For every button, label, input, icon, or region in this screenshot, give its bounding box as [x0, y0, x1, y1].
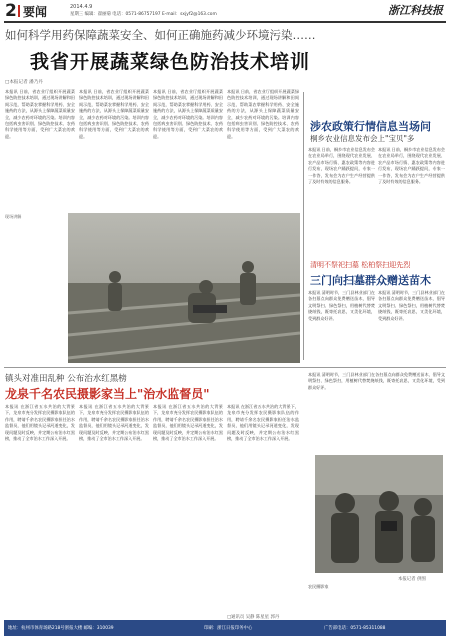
main-body-col1: 本报讯 日前，省农业厅组织开展蔬菜绿色防控技术培训，通过现场讲解和田间示范，帮助菜农掌握科学用药、安全施药的方法，从源头上保障蔬菜质量安全，减少农药对环境的污染。培训内容包括病虫害识别、绿色防控技术、农药科学使用等方面，受到广大菜农的欢迎。: [5, 89, 75, 139]
lower-headline: 龙泉千名农民摄影家当上"治水监督员": [5, 387, 210, 401]
footer-print: 印刷：浙江日报印务中心: [204, 626, 253, 631]
lower-body-col1: 本报讯 在浙江省五水共治的大背景下，龙泉市充分发挥农民摄影家队伍的作用，聘请千余名农民摄影家担任治水监督员，他们用镜头记录河道变化，发现问题及时反映，并定期公布治水红黑榜，推动了全市治水工作深入开展。: [5, 404, 75, 442]
farm-training-photo: [68, 213, 300, 363]
side-bottom-body-col2: 本报讯 清明时节，三门县林业部门在各扫墓点向群众免费赠送苗木，倡导文明祭扫、绿色祭扫，用植树代替焚烧纸钱，既寄托哀思，又美化环境，受到群众好评。: [378, 290, 445, 321]
lower-photo-caption: 农民摄影家: [308, 584, 329, 589]
lower-kicker: 镇头对准田乱种 公布治水红黑榜: [5, 374, 127, 384]
footer-address: 地址：杭州市体育场路218号浙报大楼 邮编：310039: [8, 626, 114, 631]
masthead-rule: [4, 21, 446, 23]
side-bottom-body-col1: 本报讯 清明时节，三门县林业部门在各扫墓点向群众免费赠送苗木，倡导文明祭扫、绿色祭扫，用植树代替焚烧纸钱，既寄托哀思，又美化环境，受到群众好评。: [308, 290, 375, 321]
main-body-col2: 本报讯 日前，省农业厅组织开展蔬菜绿色防控技术培训，通过现场讲解和田间示范，帮助菜农掌握科学用药、安全施药的方法，从源头上保障蔬菜质量安全，减少农药对环境的污染。培训内容包括病虫害识别、绿色防控技术、农药科学使用等方面，受到广大菜农的欢迎。: [79, 89, 149, 139]
masthead: [4, 2, 446, 19]
photo-credit: 本报记者 供图: [398, 577, 426, 582]
page-number: 2: [5, 1, 17, 21]
section-divider: [4, 367, 446, 368]
lower-byline: □通讯员 吴静 陈星星 郭丹: [227, 615, 280, 620]
footer-hotline: 广告部电话：0571-85311088: [324, 626, 386, 631]
main-headline: 我省开展蔬菜绿色防治技术培训: [30, 51, 311, 73]
side-bottom-kicker: 清明不祭祀扫墓 松柏祭扫迎先烈: [310, 261, 411, 269]
lower-side-body: 本报讯 清明时节，三门县林业部门在各扫墓点向群众免费赠送苗木，倡导文明祭扫、绿色祭扫，用植树代替焚烧纸钱，既寄托哀思，又美化环境，受到群众好评。: [308, 372, 445, 390]
side-top-subhead: 桐乡农业信息发布会上"宝贝"多: [310, 134, 415, 143]
photographers-photo: [315, 455, 443, 573]
main-kicker: 如何科学用药保障蔬菜安全、如何正确施药减少环境污染……: [5, 28, 316, 42]
side-top-headline: 涉农政策行情信息当场问: [310, 120, 431, 133]
paper-name: 浙江科技报: [388, 4, 443, 17]
main-body-col4: 本报讯 日前，省农业厅组织开展蔬菜绿色防控技术培训，通过现场讲解和田间示范，帮助菜农掌握科学用药、安全施药的方法，从源头上保障蔬菜质量安全，减少农药对环境的污染。培训内容包括病虫害识别、绿色防控技术、农药科学使用等方面，受到广大菜农的欢迎。: [227, 89, 299, 139]
issue-date: 2014.4.9: [70, 4, 93, 10]
main-byline: □本报记者 潘乃丹: [5, 80, 43, 85]
lower-body-col4: 本报讯 在浙江省五水共治的大背景下，龙泉市充分发挥农民摄影家队伍的作用，聘请千余名农民摄影家担任治水监督员，他们用镜头记录河道变化，发现问题及时反映，并定期公布治水红黑榜，推动了全市治水工作深入开展。: [227, 404, 299, 442]
side-bottom-headline: 三门向扫墓群众赠送苗木: [310, 274, 431, 287]
side-top-body-col2: 本报讯 日前，桐乡市农业信息发布会在农业局举行，围绕现代农业发展、农产品市场行情、惠农政策等内容进行发布，现场农户踊跃提问，专家一一作答，发布会为农户生产经营提供了及时有效的信息服务。: [378, 147, 445, 185]
lower-body-col2: 本报讯 在浙江省五水共治的大背景下，龙泉市充分发挥农民摄影家队伍的作用，聘请千余名农民摄影家担任治水监督员，他们用镜头记录河道变化，发现问题及时反映，并定期公布治水红黑榜，推动了全市治水工作深入开展。: [79, 404, 149, 442]
section-title: 要闻: [23, 5, 48, 19]
column-divider: [303, 92, 304, 360]
side-top-body-col1: 本报讯 日前，桐乡市农业信息发布会在农业局举行，围绕现代农业发展、农产品市场行情、惠农政策等内容进行发布，现场农户踊跃提问，专家一一作答，发布会为农户生产经营提供了及时有效的信息服务。: [308, 147, 375, 185]
main-photo-caption: 现场讲解: [5, 214, 22, 219]
lower-body-col3: 本报讯 在浙江省五水共治的大背景下，龙泉市充分发挥农民摄影家队伍的作用，聘请千余名农民摄影家担任治水监督员，他们用镜头记录河道变化，发现问题及时反映，并定期公布治水红黑榜，推动了全市治水工作深入开展。: [153, 404, 223, 442]
section-marker: [18, 5, 20, 17]
editor-line: 星期三 编辑：翟丽菊 电话：0571-86757197 E-mail：sxjyf2@163.com: [70, 12, 217, 17]
footer-bar: [4, 620, 446, 636]
main-body-col3: 本报讯 日前，省农业厅组织开展蔬菜绿色防控技术培训，通过现场讲解和田间示范，帮助菜农掌握科学用药、安全施药的方法，从源头上保障蔬菜质量安全，减少农药对环境的污染。培训内容包括病虫害识别、绿色防控技术、农药科学使用等方面，受到广大菜农的欢迎。: [153, 89, 223, 139]
